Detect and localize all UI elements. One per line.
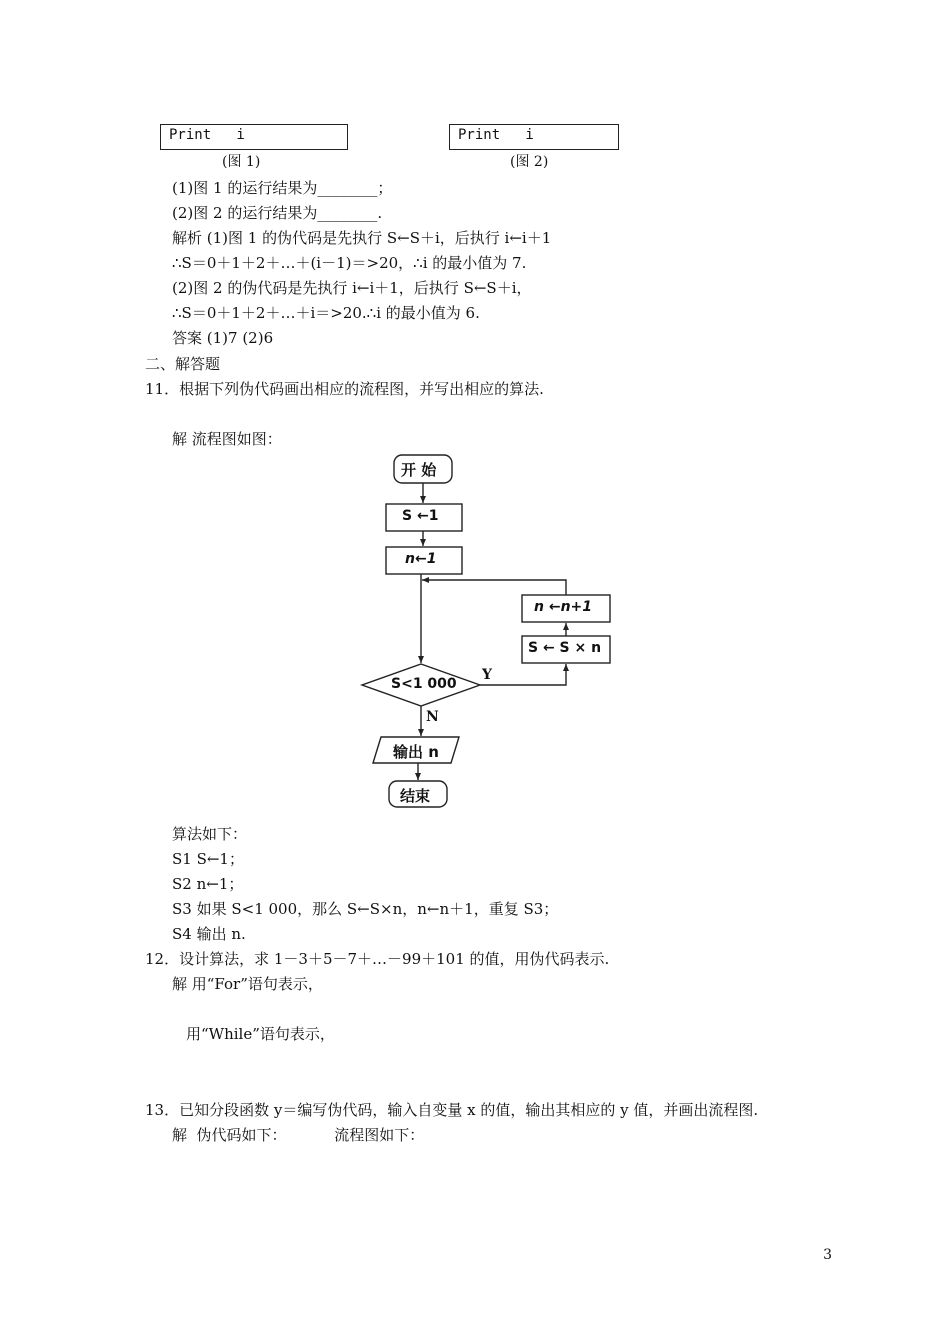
flow-no-label: N (426, 709, 439, 725)
flow-yes-label: Y (482, 667, 492, 683)
q11-question: 11．根据下列伪代码画出相应的流程图，并写出相应的算法. (145, 380, 544, 398)
q11-step-1: S1 S←1； (172, 850, 244, 868)
q10-answer: 答案 (1)7 (2)6 (172, 329, 274, 347)
q11-step-4: S4 输出 n. (172, 925, 246, 943)
code-box-1-text: Print i (169, 127, 245, 143)
flow-n-update-label: n ←n+1 (534, 599, 593, 615)
q11-step-3: S3 如果 S<1 000，那么 S←S×n，n←n＋1，重复 S3； (172, 900, 559, 918)
q10-part2: (2)图 2 的运行结果为________. (172, 204, 383, 222)
flow-arrow-yes (480, 664, 566, 685)
flow-n-init-label: n←1 (405, 551, 437, 567)
q13-question: 13．已知分段函数 y＝编写伪代码，输入自变量 x 的值，输出其相应的 y 值，并画出流程图. (145, 1101, 759, 1119)
q10-analysis-2: ∴S＝0＋1＋2＋…＋(i－1)＝>20，∴i 的最小值为 7. (172, 254, 527, 272)
page-number: 3 (823, 1247, 832, 1263)
flow-cond-label: S<1 000 (391, 676, 457, 692)
flow-s-update-label: S ← S × n (528, 640, 602, 656)
flow-arrow-loop (422, 580, 566, 595)
flow-end-label: 结束 (400, 787, 431, 805)
q12-for-line: 解 用“For”语句表示， (172, 975, 323, 993)
q10-part1: (1)图 1 的运行结果为________； (172, 179, 393, 197)
q12-while-line: 用“While”语句表示， (186, 1025, 335, 1043)
q10-analysis-1: 解析 (1)图 1 的伪代码是先执行 S←S＋i，后执行 i←i＋1 (172, 229, 552, 247)
caption-fig1: (图 1) (222, 154, 261, 170)
q10-analysis-3: (2)图 2 的伪代码是先执行 i←i＋1，后执行 S←S＋i， (172, 279, 532, 297)
flow-output-label: 输出 n (393, 743, 439, 761)
q12-question: 12．设计算法，求 1－3＋5－7＋…－99＋101 的值，用伪代码表示. (145, 950, 610, 968)
flow-start-label: 开 始 (401, 461, 437, 479)
section-title: 二、解答题 (145, 355, 221, 373)
q11-step-2: S2 n←1； (172, 875, 244, 893)
q10-analysis-4: ∴S＝0＋1＋2＋…＋i＝>20.∴i 的最小值为 6. (172, 304, 480, 322)
q11-solution-intro: 解 流程图如图： (172, 430, 282, 448)
code-box-2-text: Print i (458, 127, 534, 143)
flow-s-init-label: S ←1 (402, 508, 439, 524)
q13-solution: 解 伪代码如下： 流程图如下： (172, 1126, 425, 1144)
caption-fig2: (图 2) (510, 154, 549, 170)
q11-algo-title: 算法如下： (172, 825, 248, 843)
